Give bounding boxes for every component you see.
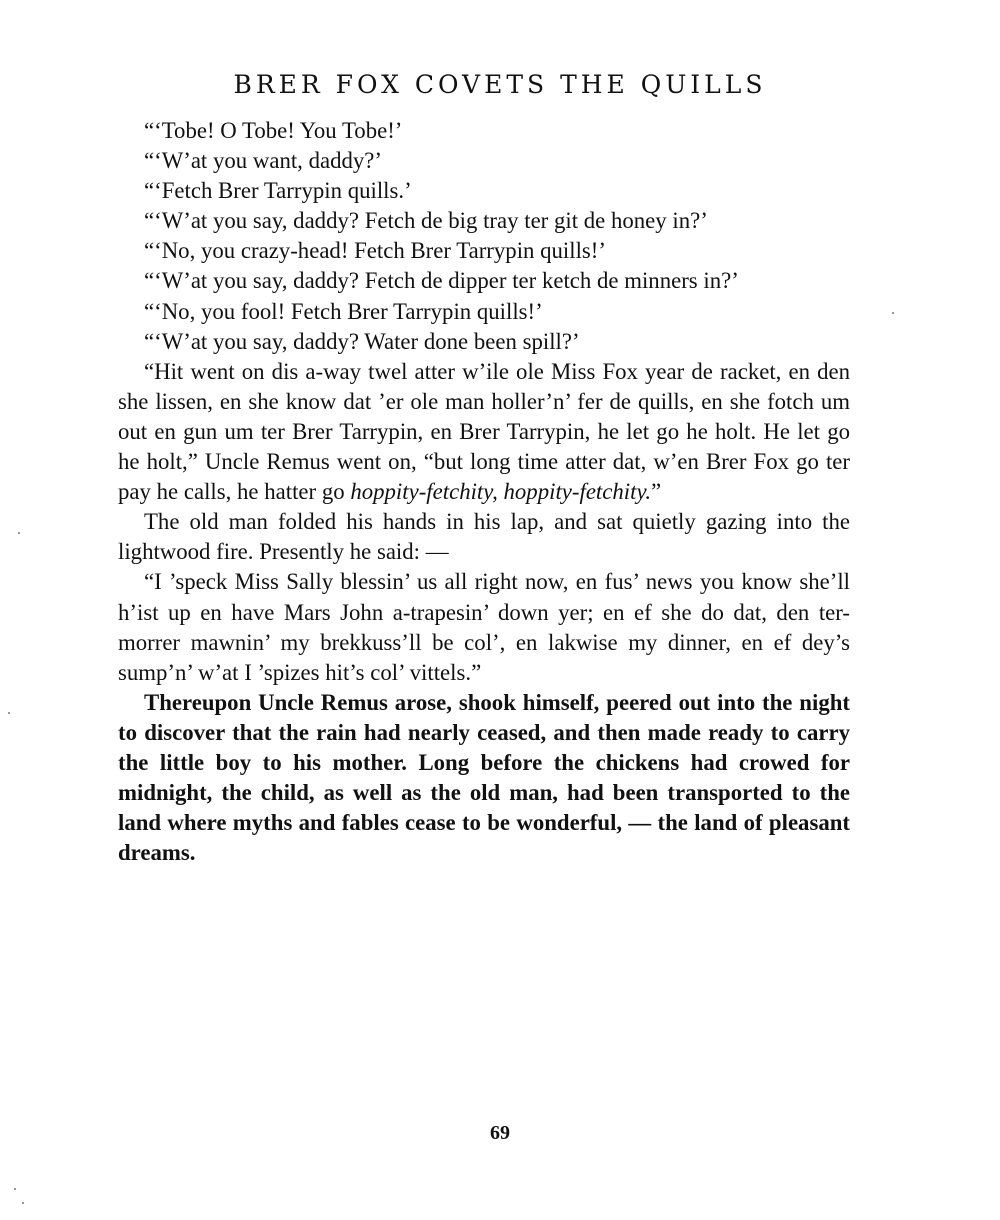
narrative-paragraph: “I ’speck Miss Sally blessin’ us all right now, en fus’ news you know she’ll h’ist up en have Mars John a-trapesin’ down yer; en ef she do dat, den ter-morrer mawnin’ my brekkuss’ll be col’, en lakwise my dinner, en ef dey’s sump’n’ w’at I ’spizes hit’s col’ vittels.” [118, 569, 850, 685]
scan-speck [18, 532, 20, 534]
scan-speck [8, 712, 10, 714]
scan-speck [22, 1202, 24, 1204]
dialogue-line: “‘Tobe! O Tobe! You Tobe!’ [144, 118, 403, 143]
body-text [118, 116, 850, 868]
dialogue-line: “‘W’at you say, daddy? Fetch de big tray ter git de honey in?’ [144, 208, 708, 234]
scan-speck [14, 1188, 16, 1190]
italic-phrase: hoppity-fetchity, hoppity-fetchity. [350, 479, 652, 505]
dialogue-line: “‘No, you fool! Fetch Brer Tarrypin quills!’ [144, 298, 543, 324]
paragraph-text: “Hit went on dis a-way twel atter w’ile ole Miss Fox year de racket, en den she lissen, en she know dat ’er ole man holler’n’ fer de quills, en she fotch um out en gun um ter Brer Tarrypin, en Brer Tarrypin, he let go he holt. He let go he holt,” Uncle Remus went on, “but long time atter dat, w’en Brer Fox go ter pay he calls, he hatter go [118, 358, 850, 505]
scan-speck [892, 312, 894, 314]
dialogue-line: “‘W’at you want, daddy?’ [144, 148, 382, 174]
dialogue-line: “‘No, you crazy-head! Fetch Brer Tarrypin quills!’ [144, 238, 606, 264]
closing-quote: ” [651, 479, 662, 505]
dialogue-line: “‘W’at you say, daddy? Water done been spill?’ [144, 328, 580, 354]
narrative-paragraph [118, 357, 850, 507]
page-number: 69 [490, 1122, 510, 1144]
closing-paragraph: Thereupon Uncle Remus arose, shook himself, peered out into the night to discover that the rain had nearly ceased, and then made ready to carry the little boy to his mother. Long before the chickens had crowed for midnight, the child, as well as the old man, had been transported to the land where myths and fables cease to be wonderful, — the land of pleasant dreams. [118, 689, 850, 866]
dialogue-line: “‘Fetch Brer Tarrypin quills.’ [144, 178, 412, 204]
running-head: BRER FOX COVETS THE QUILLS [233, 70, 767, 99]
narrative-paragraph: The old man folded his hands in his lap, and sat quietly gazing into the lightwood fire. Presently he said: — [118, 509, 850, 565]
dialogue-line: “‘W’at you say, daddy? Fetch de dipper ter ketch de minners in?’ [144, 268, 739, 294]
